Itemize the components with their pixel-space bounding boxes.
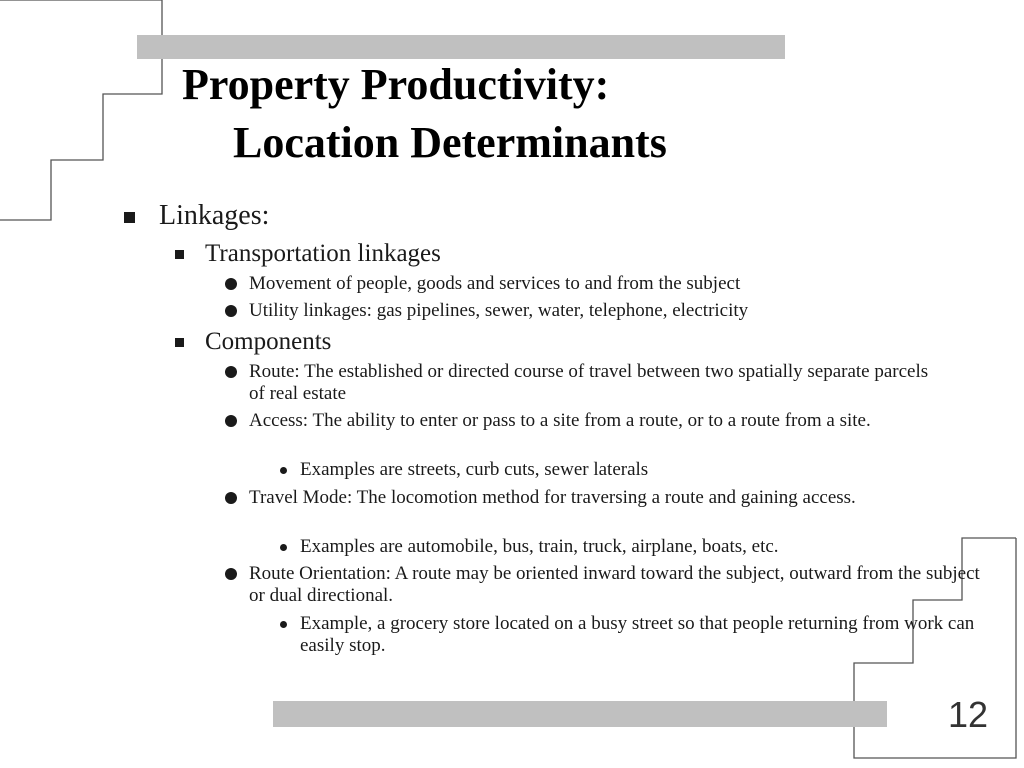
page-number: 12 — [948, 694, 989, 735]
square-bullet-icon — [124, 212, 135, 223]
bullet-route-orientation: Route Orientation: A route may be oriented inward toward the subject, outward from the subject or dual directional. — [249, 563, 980, 606]
bullet-route-orientation-example: Example, a grocery store located on a busy street so that people returning from work can easily stop. — [300, 613, 975, 656]
staircase-top-left — [0, 0, 162, 220]
bullet-components: Components — [205, 328, 332, 355]
round-bullet-icon — [225, 366, 237, 378]
bullet-access: Access: The ability to enter or pass to a site from a route, or to a route from a site. — [249, 410, 871, 431]
bullet-travel-mode-example: Examples are automobile, bus, train, truck, airplane, boats, etc. — [300, 536, 779, 557]
bullet-access-example: Examples are streets, curb cuts, sewer laterals — [300, 459, 649, 480]
slide-title — [182, 56, 667, 172]
bullet-utility-linkages: Utility linkages: gas pipelines, sewer, water, telephone, electricity — [249, 300, 749, 321]
small-round-bullet-icon — [280, 467, 287, 474]
title-line-1: Property Productivity: — [182, 60, 610, 109]
round-bullet-icon — [225, 415, 237, 427]
small-round-bullet-icon — [280, 621, 287, 628]
bullet-movement: Movement of people, goods and services to and from the subject — [249, 273, 741, 294]
round-bullet-icon — [225, 568, 237, 580]
bullet-transportation-linkages: Transportation linkages — [205, 240, 441, 267]
round-bullet-icon — [225, 305, 237, 317]
title-line-2: Location Determinants — [233, 118, 667, 167]
bullet-travel-mode: Travel Mode: The locomotion method for traversing a route and gaining access. — [249, 487, 856, 508]
square-bullet-icon — [175, 250, 184, 259]
small-round-bullet-icon — [280, 544, 287, 551]
bottom-accent-bar — [273, 701, 887, 727]
round-bullet-icon — [225, 492, 237, 504]
bullet-route: Route: The established or directed course of travel between two spatially separate parcels of real estate — [249, 361, 929, 404]
bullet-linkages: Linkages: — [159, 200, 270, 231]
square-bullet-icon — [175, 338, 184, 347]
round-bullet-icon — [225, 278, 237, 290]
